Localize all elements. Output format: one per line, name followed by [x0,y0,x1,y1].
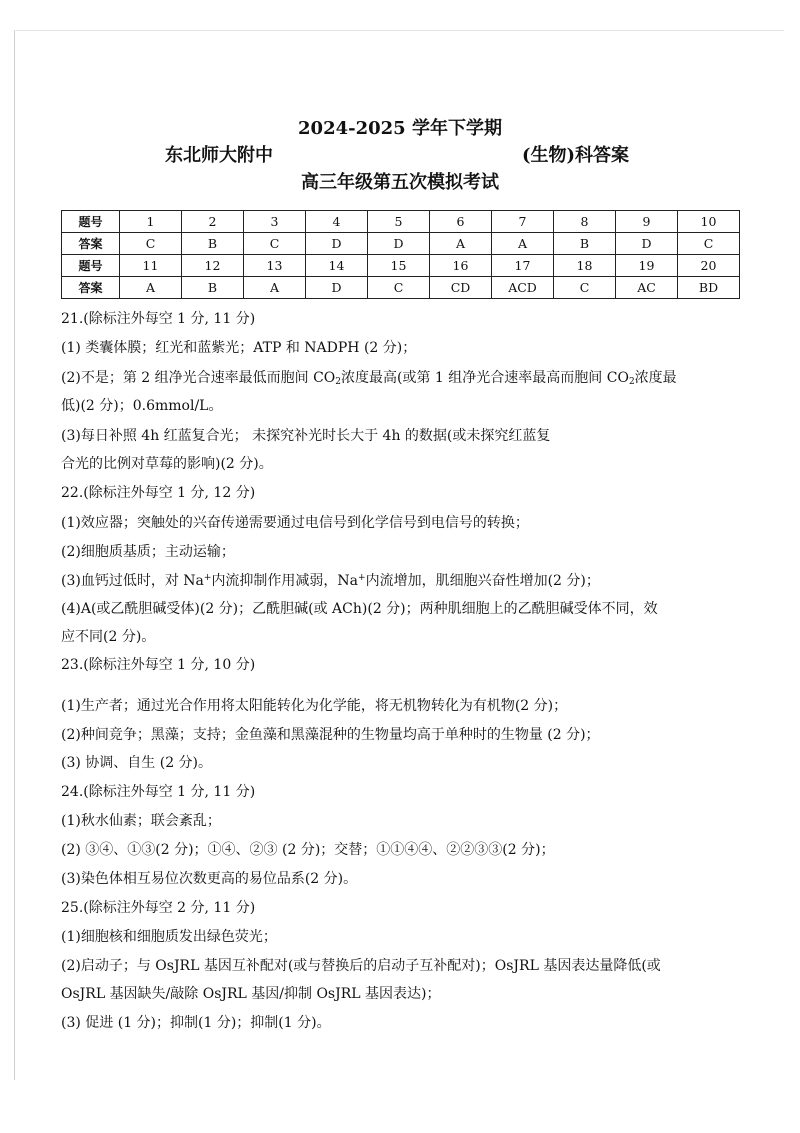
q22-part3-text-c: 内流增加，肌细胞兴奋性增加(2 分)； [365,573,600,589]
question-number-cell: 13 [244,255,306,277]
q21-part2 [61,368,677,388]
q22-part3 [61,571,600,591]
question-number-cell: 2 [182,211,244,233]
question-number-cell: 1 [120,211,182,233]
table-row [62,233,740,255]
q22-part2: (2)细胞质基质；主动运输； [61,544,235,560]
question-number-cell: 6 [430,211,492,233]
answer-cell: B [182,233,244,255]
q21-part3-continued: 合光的比例对草莓的影响)(2 分)。 [61,456,273,472]
q21-part3: (3)每日补照 4h 红蓝复合光； 未探究补光时长大于 4h 的数据(或未探究红蓝复 [61,428,551,444]
answer-table [61,210,740,299]
question-number-cell: 4 [306,211,368,233]
answer-cell: C [368,277,430,299]
answer-cell: ACD [492,277,554,299]
q25-part2-continued: OsJRL 基因缺失/敲除 OsJRL 基因/抑制 OsJRL 基因表达)； [61,986,441,1002]
answer-cell: CD [430,277,492,299]
answer-cell: BD [678,277,740,299]
answer-cell: D [306,233,368,255]
answer-cell: B [182,277,244,299]
question-number-cell: 11 [120,255,182,277]
q22-title: 22.(除标注外每空 1 分, 12 分) [61,485,256,501]
question-number-cell: 19 [616,255,678,277]
q22-part4: (4)A(或乙酰胆碱受体)(2 分)；乙酰胆碱(或 ACh)(2 分)；两种肌细胞上的乙酰胆碱受体不同，效 [61,601,658,617]
q21-part2-text-c: 浓度最 [634,370,677,386]
q22-part4-continued: 应不同(2 分)。 [61,629,156,645]
q21-part2-sub2: 2 [628,377,635,387]
q22-part3-text-a: (3)血钙过低时，对 Na [61,573,204,589]
question-number-cell: 12 [182,255,244,277]
q21-title: 21.(除标注外每空 1 分, 11 分) [61,311,256,327]
scan-edge-top [14,30,784,31]
answer-cell: A [430,233,492,255]
school-name: 东北师大附中 [165,145,273,166]
q22-part3-text-b: 内流抑制作用减弱，Na [211,573,359,589]
q25-part3: (3) 促进 (1 分)；抑制(1 分)；抑制(1 分)。 [61,1015,331,1031]
q25-part1: (1)细胞核和细胞质发出绿色荧光； [61,929,277,945]
answer-cell: A [244,277,306,299]
q21-part2-sub1: 2 [335,377,342,387]
question-number-cell: 8 [554,211,616,233]
q22-part1: (1)效应器；突触处的兴奋传递需要通过电信号到化学信号到电信号的转换； [61,515,529,531]
question-number-cell: 3 [244,211,306,233]
table-row [62,255,740,277]
q25-title: 25.(除标注外每空 2 分, 11 分) [61,900,256,916]
question-number-cell: 5 [368,211,430,233]
question-number-cell: 7 [492,211,554,233]
row-label-answer: 答案 [62,233,120,255]
q21-part2-text-a: (2)不是；第 2 组净光合速率最低而胞间 CO [61,370,336,386]
question-number-cell: 20 [678,255,740,277]
row-label-answer: 答案 [62,277,120,299]
q21-part1: (1) 类囊体膜；红光和蓝紫光；ATP 和 NADPH (2 分)； [61,340,417,356]
q21-part2-continued: 低)(2 分)；0.6mmol/L。 [61,398,223,414]
q23-part3: (3) 协调、自生 (2 分)。 [61,755,213,771]
term-title: 2024-2025 学年下学期 [298,118,502,139]
answer-cell: D [616,233,678,255]
row-label-question: 题号 [62,255,120,277]
q23-part1: (1)生产者；通过光合作用将太阳能转化为化学能，将无机物转化为有机物(2 分)； [61,698,568,714]
subject-title: (生物)科答案 [522,145,630,166]
question-number-cell: 16 [430,255,492,277]
answer-cell: C [554,277,616,299]
question-number-cell: 17 [492,255,554,277]
answer-cell: C [244,233,306,255]
table-row [62,211,740,233]
q24-title: 24.(除标注外每空 1 分, 11 分) [61,784,256,800]
answer-cell: AC [616,277,678,299]
question-number-cell: 14 [306,255,368,277]
answer-cell: A [492,233,554,255]
answer-cell: C [678,233,740,255]
question-number-cell: 10 [678,211,740,233]
question-number-cell: 9 [616,211,678,233]
answer-cell: D [368,233,430,255]
q21-part2-text-b: 浓度最高(或第 1 组净光合速率最高而胞间 CO [341,370,629,386]
answer-cell: A [120,277,182,299]
q24-part1: (1)秋水仙素；联会紊乱； [61,813,221,829]
question-number-cell: 18 [554,255,616,277]
q24-part2: (2) ③④、①③(2 分)；①④、②③ (2 分)；交替；①①④④、②②③③(2 分)； [61,842,555,858]
q23-part2: (2)种间竞争；黑藻；支持；金鱼藻和黑藻混种的生物量均高于单种时的生物量 (2 分)； [61,727,600,743]
question-number-cell: 15 [368,255,430,277]
answer-cell: B [554,233,616,255]
answer-cell: D [306,277,368,299]
q22-part3-sup2: + [358,573,366,583]
exam-title: 高三年级第五次模拟考试 [301,172,499,193]
answer-cell: C [120,233,182,255]
q24-part3: (3)染色体相互易位次数更高的易位品系(2 分)。 [61,871,358,887]
q23-title: 23.(除标注外每空 1 分, 10 分) [61,657,256,673]
table-row [62,277,740,299]
q22-part3-sup1: + [203,573,212,583]
row-label-question: 题号 [62,211,120,233]
q25-part2: (2)启动子；与 OsJRL 基因互补配对(或与替换后的启动子互补配对)；OsJRL 基因表达量降低(或 [61,958,661,974]
